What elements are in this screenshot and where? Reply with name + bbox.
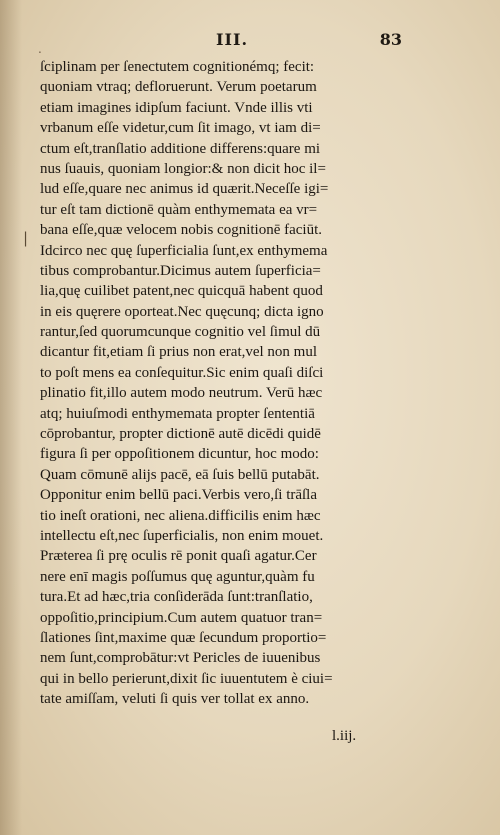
text-line: nere enī magis poſſumus quę aguntur,quàm fu	[40, 568, 315, 585]
text-line: lud eſſe,quare nec animus id quærit.Neceſſe igi=	[40, 181, 329, 198]
text-line: Opponitur enim bellū paci.Verbis vero,ſi trāſla	[40, 487, 318, 504]
text-line: Quam cōmunē alijs pacē, eā ſuis bellū putabāt.	[40, 466, 320, 483]
text-line: qui in bello perierunt,dixit ſic iuuentutem è ciui=	[40, 670, 333, 687]
text-line: tur eſt tam dictionē quàm enthymemata ea vr=	[40, 201, 318, 218]
folio-signature: III.	[216, 30, 249, 49]
text-line: rantur,ſed quorumcunque cognitio vel ſimul dū	[40, 324, 321, 341]
text-line: tio ineſt orationi, nec aliena.difficilis enim hæc	[40, 507, 321, 524]
text-line: tura.Et ad hæc,tria conſiderāda ſunt:tranſlatio,	[40, 589, 313, 606]
signature-mark: l.iij.	[332, 728, 357, 744]
text-line: ſlationes ſint,maxime quæ ſecundum proportio=	[40, 629, 327, 646]
text-line: Idcirco nec quę ſuperficialia ſunt,ex enthymema	[40, 242, 328, 259]
text-line: figura ſi per oppoſitionem dicuntur, hoc modo:	[40, 446, 319, 463]
text-line: to poſt mens ea conſequitur.Sic enim quaſi diſci	[40, 364, 324, 381]
text-line: tibus comprobantur.Dicimus autem ſuperficia=	[40, 262, 321, 279]
text-line: dicantur fit,etiam ſi prius non erat,vel non mul	[40, 344, 318, 361]
margin-mark: |	[23, 229, 29, 247]
header-corner-mark: .	[38, 42, 42, 56]
body-text	[40, 57, 400, 710]
text-line: plinatio fit,illo autem modo neutrum. Verū hæc	[40, 385, 323, 402]
text-line: etiam imagines idipſum faciunt. Vnde illis vti	[40, 99, 313, 116]
text-line: tate amiſſam, veluti ſi quis ver tollat ex anno.	[40, 691, 310, 708]
text-line: cōprobantur, propter dictionē autē dicēdi quidē	[40, 426, 321, 443]
text-line: nem ſunt,comprobātur:vt Pericles de iuuenibus	[40, 650, 321, 667]
text-line: Præterea ſi prę oculis rē ponit quaſi agatur.Cer	[40, 548, 317, 565]
text-line: intellectu eſt,nec ſuperficialis, non enim mouet.	[40, 527, 324, 544]
text-line: quoniam vtraq; defloruerunt. Verum poetarum	[40, 79, 317, 96]
text-line: ctum eſt,tranſlatio additione differens:quare mi	[40, 140, 321, 157]
text-line: in eis quęrere oporteat.Nec quęcunq; dicta igno	[40, 303, 324, 320]
page-number: 83	[379, 30, 402, 49]
binding-shadow	[0, 0, 22, 835]
text-line: vrbanum eſſe videtur,cum ſit imago, vt iam di=	[40, 120, 321, 137]
text-line: nus ſuauis, quoniam longior:& non dicit hoc il=	[40, 160, 326, 177]
text-line: oppoſitio,principium.Cum autem quatuor tran=	[40, 609, 323, 626]
text-line: lia,quę cuilibet patent,nec quicquā habent quod	[40, 283, 323, 300]
text-line: atq; huiuſmodi enthymemata propter ſententiā	[40, 405, 315, 422]
running-header	[40, 30, 402, 54]
text-line: bana eſſe,quæ velocem nobis cognitionē faciūt.	[40, 222, 322, 239]
text-line: ſciplinam per ſenectutem cognitionémq; fecit:	[40, 59, 315, 75]
